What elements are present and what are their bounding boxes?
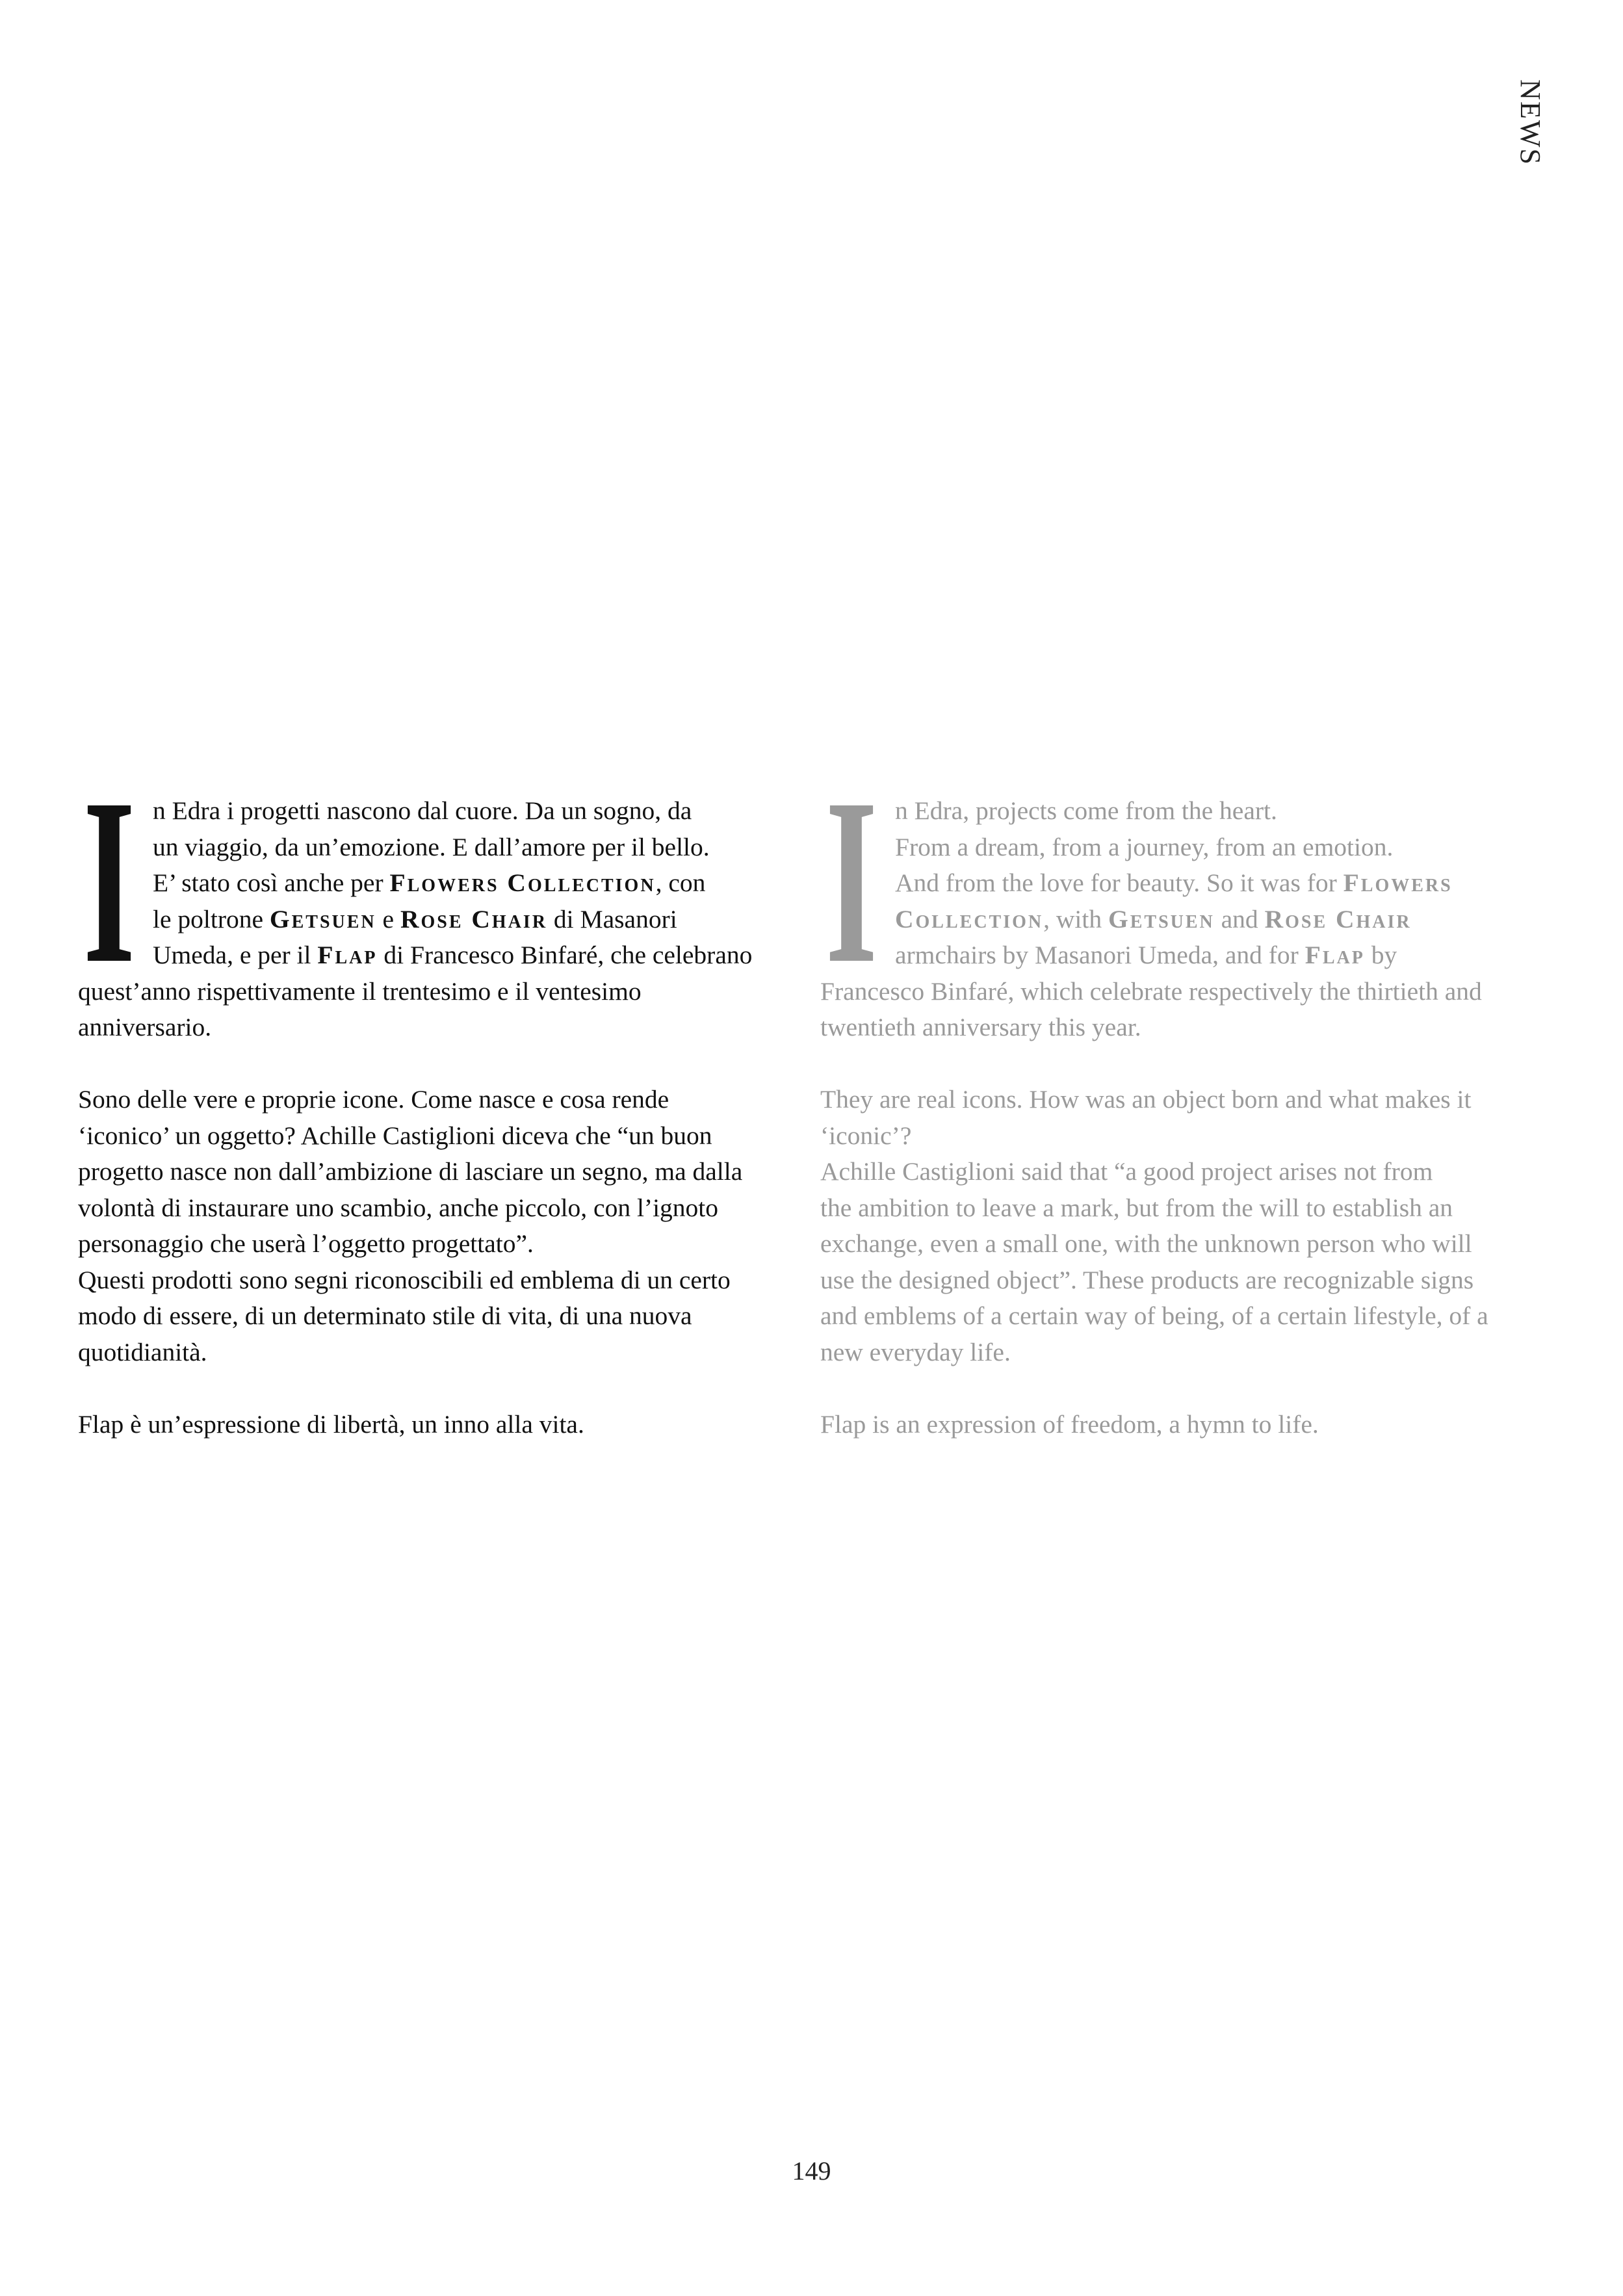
italian-p2-line: modo di essere, di un determinato stile di vita, di una nuova [78,1301,692,1330]
product-name-flowers: Flowers [1343,868,1453,897]
english-lead-line-2: From a dream, from a journey, from an emotion. [895,832,1394,861]
english-p2-line: Achille Castiglioni said that “a good project arises not from [820,1157,1433,1186]
italian-lead-continued [78,937,799,1046]
italian-lead-line-4 [153,902,677,938]
english-lead-text: armchairs by Masanori Umeda, and for [895,941,1305,969]
italian-drop-cap-letter: I [83,750,135,1012]
english-p2-line: and emblems of a certain way of being, of a certain lifestyle, of a [820,1301,1488,1330]
english-p2-line: They are real icons. How was an object born and what makes it [820,1085,1472,1114]
section-label [1509,77,1551,168]
italian-lead-line-1: n Edra i progetti nascono dal cuore. Da un sogno, da [153,796,692,825]
english-lead-text: And from the love for beauty. So it was for [895,868,1344,897]
english-paragraph-3: Flap is an expression of freedom, a hymn to life. [820,1409,1319,1439]
italian-paragraph-3: Flap è un’espressione di libertà, un inno alla vita. [78,1409,584,1439]
english-lead-line-1: n Edra, projects come from the heart. [895,796,1277,825]
italian-lead-line-6: quest’anno rispettivamente il trentesimo e il ventesimo [78,976,642,1006]
italian-paragraph-2 [78,1082,799,1370]
italian-p2-line: volontà di instaurare uno scambio, anche piccolo, con l’ignoto [78,1193,719,1222]
italian-lead-text: le poltrone [153,904,270,933]
product-name-rose-chair: Rose Chair [1264,904,1412,933]
english-p2-line: new everyday life. [820,1337,1011,1366]
english-p2-line: ‘iconic’? [820,1121,912,1150]
section-label-text: NEWS [1514,79,1546,166]
italian-p2-line: ‘iconico’ un oggetto? Achille Castiglioni diceva che “un buon [78,1121,712,1150]
english-drop-cap-letter: I [825,750,877,1012]
italian-lead-text: Umeda, e per il [153,941,318,969]
italian-column [78,750,799,1442]
english-p2-line: exchange, even a small one, with the unknown person who will [820,1229,1472,1258]
english-lead-text: and [1214,904,1265,933]
english-lead-line-7: twentieth anniversary this year. [820,1013,1141,1041]
english-p2-line: use the designed object”. These products are recognizable signs [820,1265,1474,1294]
english-column [820,750,1552,1442]
italian-lead-line-7: anniversario. [78,1013,212,1041]
italian-p2-line: quotidianità. [78,1337,207,1366]
italian-p2-line: progetto nasce non dall’ambizione di lasciare un segno, ma dalla [78,1157,743,1186]
product-name-flap: Flap [317,941,378,969]
italian-lead-text: , con [655,868,706,897]
italian-lead-text: e [376,904,400,933]
italian-lead-text: di Francesco Binfaré, che celebrano [377,941,753,969]
italian-p2-line: Questi prodotti sono segni riconoscibili ed emblema di un certo [78,1265,731,1294]
product-name-collection: Collection [895,904,1044,933]
english-lead-line-3 [895,865,1453,902]
product-name-flap: Flap [1305,941,1365,969]
english-paragraph-2 [820,1082,1552,1370]
english-lead-line-4 [895,902,1412,938]
english-lead-line-6: Francesco Binfaré, which celebrate respectively the thirtieth and [820,976,1482,1006]
italian-p2-line: Sono delle vere e proprie icone. Come nasce e cosa rende [78,1085,669,1114]
italian-lead-line-5 [78,937,799,974]
english-lead-continued [820,937,1552,1046]
italian-p2-line: personaggio che userà l’oggetto progettato”. [78,1229,534,1258]
product-name-getsuen: Getsuen [1108,904,1215,933]
english-drop-cap [820,750,883,1012]
english-lead-text: by [1364,941,1397,969]
product-name-flowers-collection: Flowers Collection [389,868,656,897]
product-name-getsuen: Getsuen [269,904,376,933]
italian-lead-text: E’ stato così anche per [153,868,390,897]
italian-lead-line-3 [153,865,705,902]
english-p2-line: the ambition to leave a mark, but from the will to establish an [820,1193,1453,1222]
italian-drop-cap [78,750,140,1012]
italian-lead-text: di Masanori [547,904,677,933]
page-number: 149 [792,2156,831,2185]
product-name-rose-chair: Rose Chair [400,904,548,933]
english-lead-text: , with [1043,904,1108,933]
italian-lead-line-2: un viaggio, da un’emozione. E dall’amore per il bello. [153,832,710,861]
english-lead-line-5 [820,937,1552,974]
